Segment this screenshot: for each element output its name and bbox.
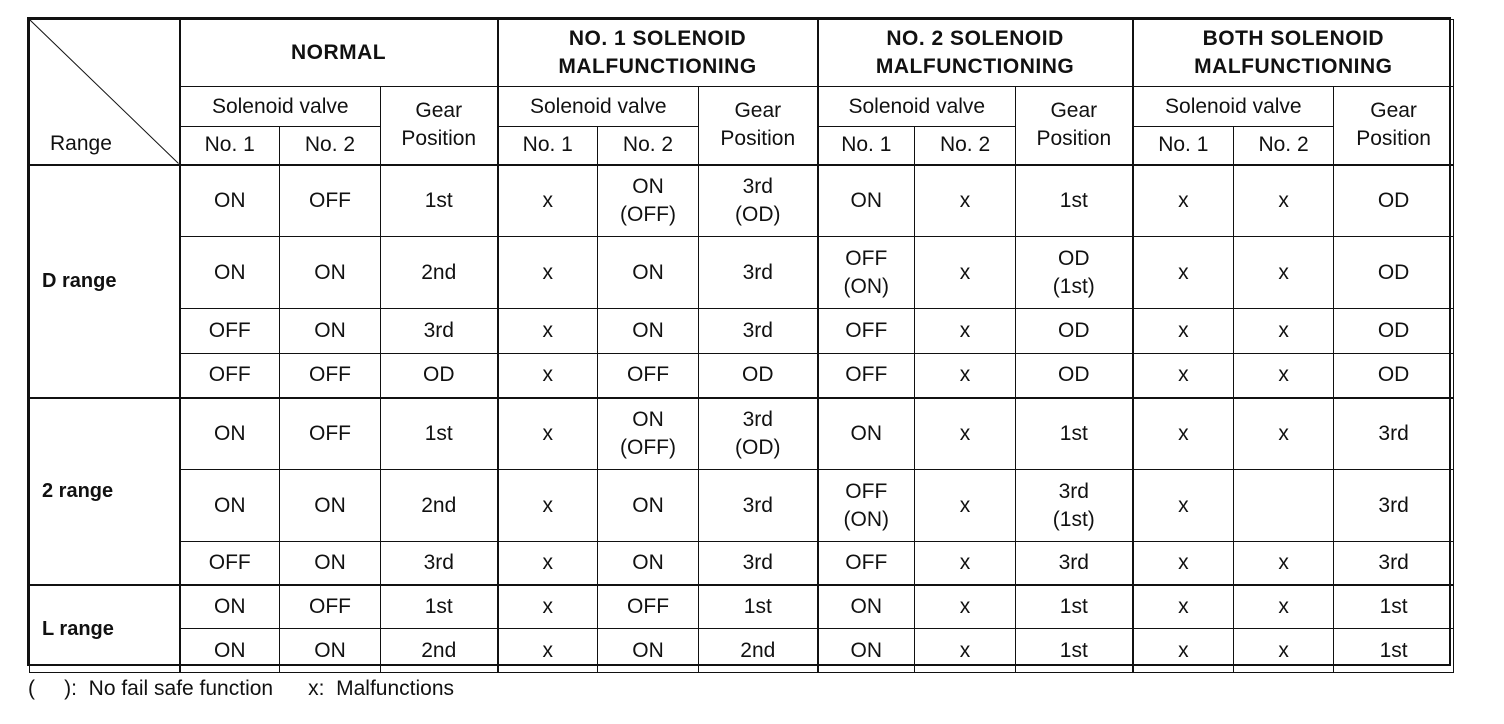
cell-normal-no1: ON [180,398,280,470]
cell-normal-no2: ON [280,470,381,542]
cell-both-no1: x [1133,542,1234,585]
cell-no2fail-gear: 3rd (1st) [1016,470,1133,542]
cell-both-gear: 1st [1334,585,1454,629]
cell-both-no2: x [1234,354,1334,398]
cell-no1fail-no1: x [498,354,598,398]
cell-normal-gear: 3rd [381,309,498,354]
cell-no1fail-no2: ON [598,470,699,542]
solenoid-valve-header: Solenoid valve [498,87,699,127]
range-label: L range [30,585,180,673]
table-body [30,165,1454,673]
cell-both-no2: x [1234,629,1334,673]
range-corner-cell [30,20,180,165]
cell-both-no1: x [1133,470,1234,542]
cell-normal-gear: 1st [381,398,498,470]
no2-header: No. 2 [598,127,699,165]
cell-both-gear: 3rd [1334,470,1454,542]
cell-both-no1: x [1133,585,1234,629]
gear-position-header: Gear Position [1334,87,1454,165]
cell-both-no2: x [1234,165,1334,237]
cell-both-no1: x [1133,237,1234,309]
table-row [30,309,1454,354]
cell-no1fail-gear: 3rd [699,309,818,354]
cell-no1fail-no2: ON [598,542,699,585]
no1-header: No. 1 [818,127,915,165]
cell-no1fail-no2: ON [598,237,699,309]
cell-no1fail-no1: x [498,470,598,542]
cell-normal-gear: 2nd [381,237,498,309]
table-row [30,470,1454,542]
cell-no2fail-no2: x [915,542,1016,585]
range-label: D range [30,165,180,398]
cell-both-no2: x [1234,585,1334,629]
cell-both-gear: 3rd [1334,542,1454,585]
table-row [30,237,1454,309]
group-header-no2-malfunction: NO. 2 SOLENOID MALFUNCTIONING [818,20,1133,87]
cell-normal-no2: OFF [280,398,381,470]
cell-no1fail-no2: ON [598,309,699,354]
cell-no2fail-gear: 3rd [1016,542,1133,585]
cell-both-gear: 3rd [1334,398,1454,470]
cell-no2fail-no1: OFF (ON) [818,470,915,542]
cell-normal-no1: ON [180,165,280,237]
no1-header: No. 1 [498,127,598,165]
cell-both-no2: x [1234,542,1334,585]
cell-both-no2: x [1234,309,1334,354]
cell-normal-no1: OFF [180,354,280,398]
cell-normal-no2: OFF [280,585,381,629]
cell-no1fail-gear: 3rd [699,237,818,309]
cell-no1fail-no2: OFF [598,585,699,629]
cell-no2fail-no2: x [915,165,1016,237]
cell-no1fail-no1: x [498,237,598,309]
cell-both-no2: x [1234,398,1334,470]
cell-both-gear: OD [1334,237,1454,309]
no1-header: No. 1 [1133,127,1234,165]
cell-no1fail-no1: x [498,165,598,237]
cell-no1fail-gear: 1st [699,585,818,629]
cell-both-gear: OD [1334,309,1454,354]
cell-normal-no1: ON [180,237,280,309]
cell-no2fail-gear: OD (1st) [1016,237,1133,309]
solenoid-malfunction-table [29,19,1454,673]
group-header-no1-malfunction: NO. 1 SOLENOID MALFUNCTIONING [498,20,818,87]
cell-normal-no1: OFF [180,542,280,585]
cell-no1fail-gear: 3rd [699,542,818,585]
no2-header: No. 2 [1234,127,1334,165]
cell-normal-no2: ON [280,629,381,673]
cell-both-gear: OD [1334,354,1454,398]
gear-position-header: Gear Position [699,87,818,165]
cell-no2fail-no2: x [915,585,1016,629]
cell-no1fail-no2: ON (OFF) [598,398,699,470]
range-header-label: Range [50,131,112,155]
cell-normal-no2: OFF [280,354,381,398]
group-header-both-malfunction: BOTH SOLENOID MALFUNCTIONING [1133,20,1454,87]
cell-normal-no2: ON [280,237,381,309]
cell-both-no1: x [1133,309,1234,354]
cell-no1fail-gear: OD [699,354,818,398]
cell-no1fail-no2: ON [598,629,699,673]
cell-both-gear: 1st [1334,629,1454,673]
cell-no1fail-no1: x [498,542,598,585]
table-row [30,629,1454,673]
cell-normal-gear: 3rd [381,542,498,585]
range-label: 2 range [30,398,180,585]
table-row [30,398,1454,470]
cell-normal-gear: OD [381,354,498,398]
no2-header: No. 2 [915,127,1016,165]
cell-normal-gear: 2nd [381,629,498,673]
gear-position-header: Gear Position [381,87,498,165]
table-row [30,542,1454,585]
cell-no2fail-no2: x [915,309,1016,354]
gear-position-header: Gear Position [1016,87,1133,165]
cell-normal-no1: OFF [180,309,280,354]
cell-no1fail-gear: 2nd [699,629,818,673]
cell-normal-gear: 1st [381,585,498,629]
no2-header: No. 2 [280,127,381,165]
cell-both-no1: x [1133,354,1234,398]
cell-no1fail-no1: x [498,309,598,354]
cell-normal-gear: 1st [381,165,498,237]
cell-no1fail-gear: 3rd [699,470,818,542]
cell-both-no1: x [1133,398,1234,470]
cell-no2fail-no2: x [915,629,1016,673]
group-header-normal: NORMAL [180,20,498,87]
cell-normal-no1: ON [180,629,280,673]
cell-no2fail-no2: x [915,470,1016,542]
cell-no1fail-gear: 3rd (OD) [699,398,818,470]
cell-no2fail-no1: ON [818,585,915,629]
solenoid-table-frame [27,17,1451,666]
cell-no2fail-no1: OFF [818,354,915,398]
cell-both-no1: x [1133,629,1234,673]
cell-no1fail-no1: x [498,629,598,673]
cell-both-no2: x [1234,237,1334,309]
cell-no2fail-no1: ON [818,165,915,237]
cell-normal-no1: ON [180,470,280,542]
footnote: ( ): No fail safe function x: Malfunctions [28,677,454,700]
cell-normal-no1: ON [180,585,280,629]
cell-both-no2 [1234,470,1334,542]
cell-no1fail-gear: 3rd (OD) [699,165,818,237]
cell-no1fail-no2: OFF [598,354,699,398]
solenoid-valve-header: Solenoid valve [818,87,1016,127]
table-row [30,354,1454,398]
cell-both-no1: x [1133,165,1234,237]
cell-normal-gear: 2nd [381,470,498,542]
cell-no1fail-no1: x [498,398,598,470]
cell-no2fail-gear: 1st [1016,165,1133,237]
table-row [30,585,1454,629]
cell-no2fail-no2: x [915,354,1016,398]
cell-no2fail-gear: 1st [1016,398,1133,470]
cell-no2fail-no1: ON [818,398,915,470]
cell-both-gear: OD [1334,165,1454,237]
solenoid-valve-header: Solenoid valve [1133,87,1334,127]
table-header [30,20,1454,165]
cell-no2fail-gear: 1st [1016,629,1133,673]
cell-no2fail-no1: ON [818,629,915,673]
solenoid-valve-header: Solenoid valve [180,87,381,127]
no1-header: No. 1 [180,127,280,165]
cell-no2fail-no2: x [915,237,1016,309]
table-row [30,165,1454,237]
cell-no2fail-no1: OFF (ON) [818,237,915,309]
cell-no2fail-gear: OD [1016,309,1133,354]
cell-normal-no2: ON [280,309,381,354]
cell-no1fail-no2: ON (OFF) [598,165,699,237]
cell-no1fail-no1: x [498,585,598,629]
cell-no2fail-no1: OFF [818,309,915,354]
cell-no2fail-no1: OFF [818,542,915,585]
cell-no2fail-gear: 1st [1016,585,1133,629]
cell-no2fail-no2: x [915,398,1016,470]
cell-normal-no2: ON [280,542,381,585]
cell-normal-no2: OFF [280,165,381,237]
cell-no2fail-gear: OD [1016,354,1133,398]
